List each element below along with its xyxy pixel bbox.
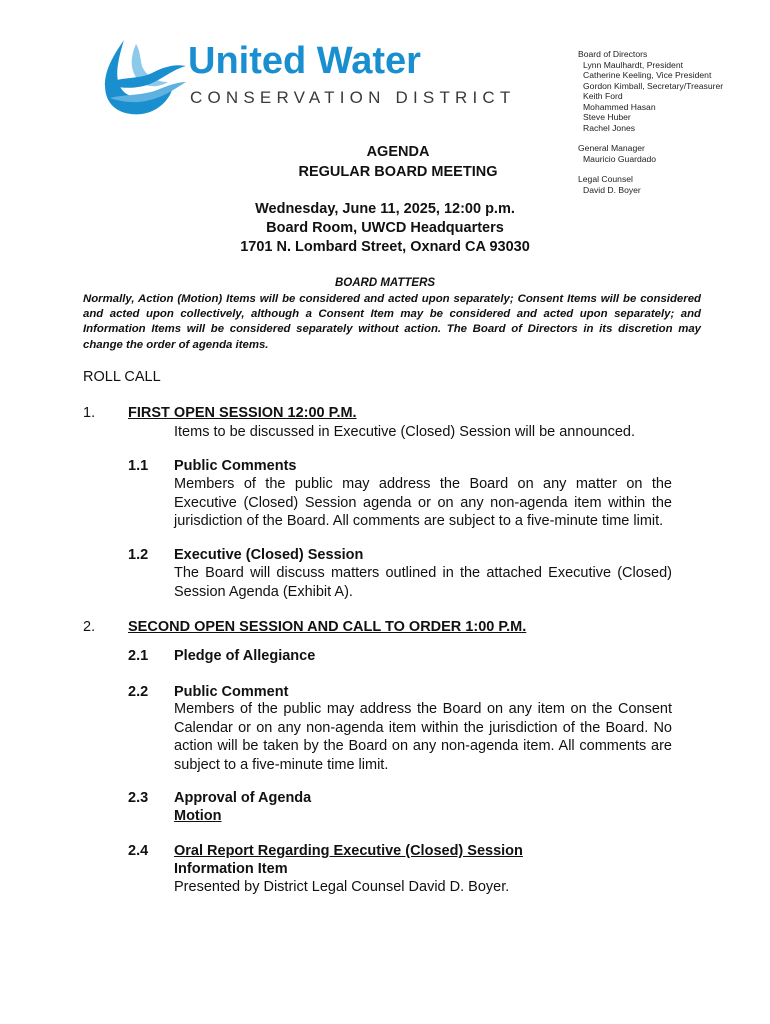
board-member: Mohammed Hasan: [583, 101, 656, 112]
section-note: Items to be discussed in Executive (Closed) Session will be announced.: [174, 424, 636, 440]
logo-name-line2: CONSERVATION DISTRICT: [190, 88, 516, 107]
logo-name-line1: United Water: [188, 40, 421, 82]
board-matters-heading: BOARD MATTERS: [334, 277, 436, 289]
item-title: Approval of Agenda: [174, 790, 312, 806]
item-number: 1.1: [128, 458, 149, 474]
board-member: Lynn Maulhardt, President: [583, 59, 683, 70]
meeting-address: 1701 N. Lombard Street, Oxnard CA 93030: [240, 239, 530, 255]
meeting-date: Wednesday, June 11, 2025, 12:00 p.m.: [255, 201, 515, 217]
item-description: Members of the public may address the Board on any item on the Consent Calendar or on any non-agenda item within the jurisdiction of the Board. No action will be taken by the Board on any non-agenda item. All comments are subject to a five-minute time limit.: [174, 701, 672, 773]
item-number: 2.3: [128, 790, 149, 806]
section-title: FIRST OPEN SESSION 12:00 P.M.: [128, 405, 357, 421]
legal-counsel-name: David D. Boyer: [583, 184, 641, 195]
agenda-title: AGENDA: [366, 144, 430, 160]
item-type: Motion: [174, 808, 222, 824]
board-matters-text: Normally, Action (Motion) Items will be considered and acted upon separately; Consent Items will be considered and acted upon collectively, although a Consent Item may be considered and acted upon separately; and Information Items will be considered separately without action. The Board of Directors in its discretion may change the order of agenda items.: [83, 293, 701, 351]
item-description: Presented by District Legal Counsel David D. Boyer.: [174, 879, 510, 895]
board-member: Rachel Jones: [583, 122, 636, 133]
meeting-details: [200, 200, 570, 257]
board-member: Steve Huber: [583, 112, 631, 122]
section-title: SECOND OPEN SESSION AND CALL TO ORDER 1:00 P.M.: [128, 619, 527, 635]
item-number: 2.1: [128, 648, 149, 664]
board-member: Catherine Keeling, Vice President: [583, 70, 712, 80]
board-heading: Board of Directors: [578, 49, 648, 59]
item-number: 2.2: [128, 684, 149, 700]
section-number: 2.: [83, 619, 96, 635]
meeting-location: Board Room, UWCD Headquarters: [266, 220, 504, 236]
board-roster: [578, 49, 723, 195]
item-title: Executive (Closed) Session: [174, 547, 364, 563]
board-member: Gordon Kimball, Secretary/Treasurer: [583, 80, 724, 91]
item-title: Public Comment: [174, 684, 289, 700]
section-number: 1.: [83, 405, 96, 421]
item-type: Information Item: [174, 861, 288, 877]
board-member: Keith Ford: [583, 91, 623, 101]
item-description: Members of the public may address the Board on any matter on the Executive (Closed) Session agenda or on any non-agenda item within the jurisdiction of the Board. All comments are subject to a five-minute time limit.: [174, 476, 672, 530]
item-number: 2.4: [128, 843, 149, 859]
item-description: The Board will discuss matters outlined in the attached Executive (Closed) Session Agenda (Exhibit A).: [174, 565, 672, 600]
general-manager-heading: General Manager: [578, 143, 645, 153]
item-number: 1.2: [128, 547, 149, 563]
general-manager-name: Mauricio Guardado: [583, 153, 657, 164]
roll-call: ROLL CALL: [83, 369, 161, 385]
legal-counsel-heading: Legal Counsel: [578, 174, 633, 184]
district-logo: [96, 36, 516, 116]
water-drop-logo-icon: [96, 36, 188, 116]
item-title: Public Comments: [174, 458, 297, 474]
item-title: Oral Report Regarding Executive (Closed) Session: [174, 843, 523, 859]
item-title: Pledge of Allegiance: [174, 648, 316, 664]
meeting-type: REGULAR BOARD MEETING: [298, 164, 498, 180]
